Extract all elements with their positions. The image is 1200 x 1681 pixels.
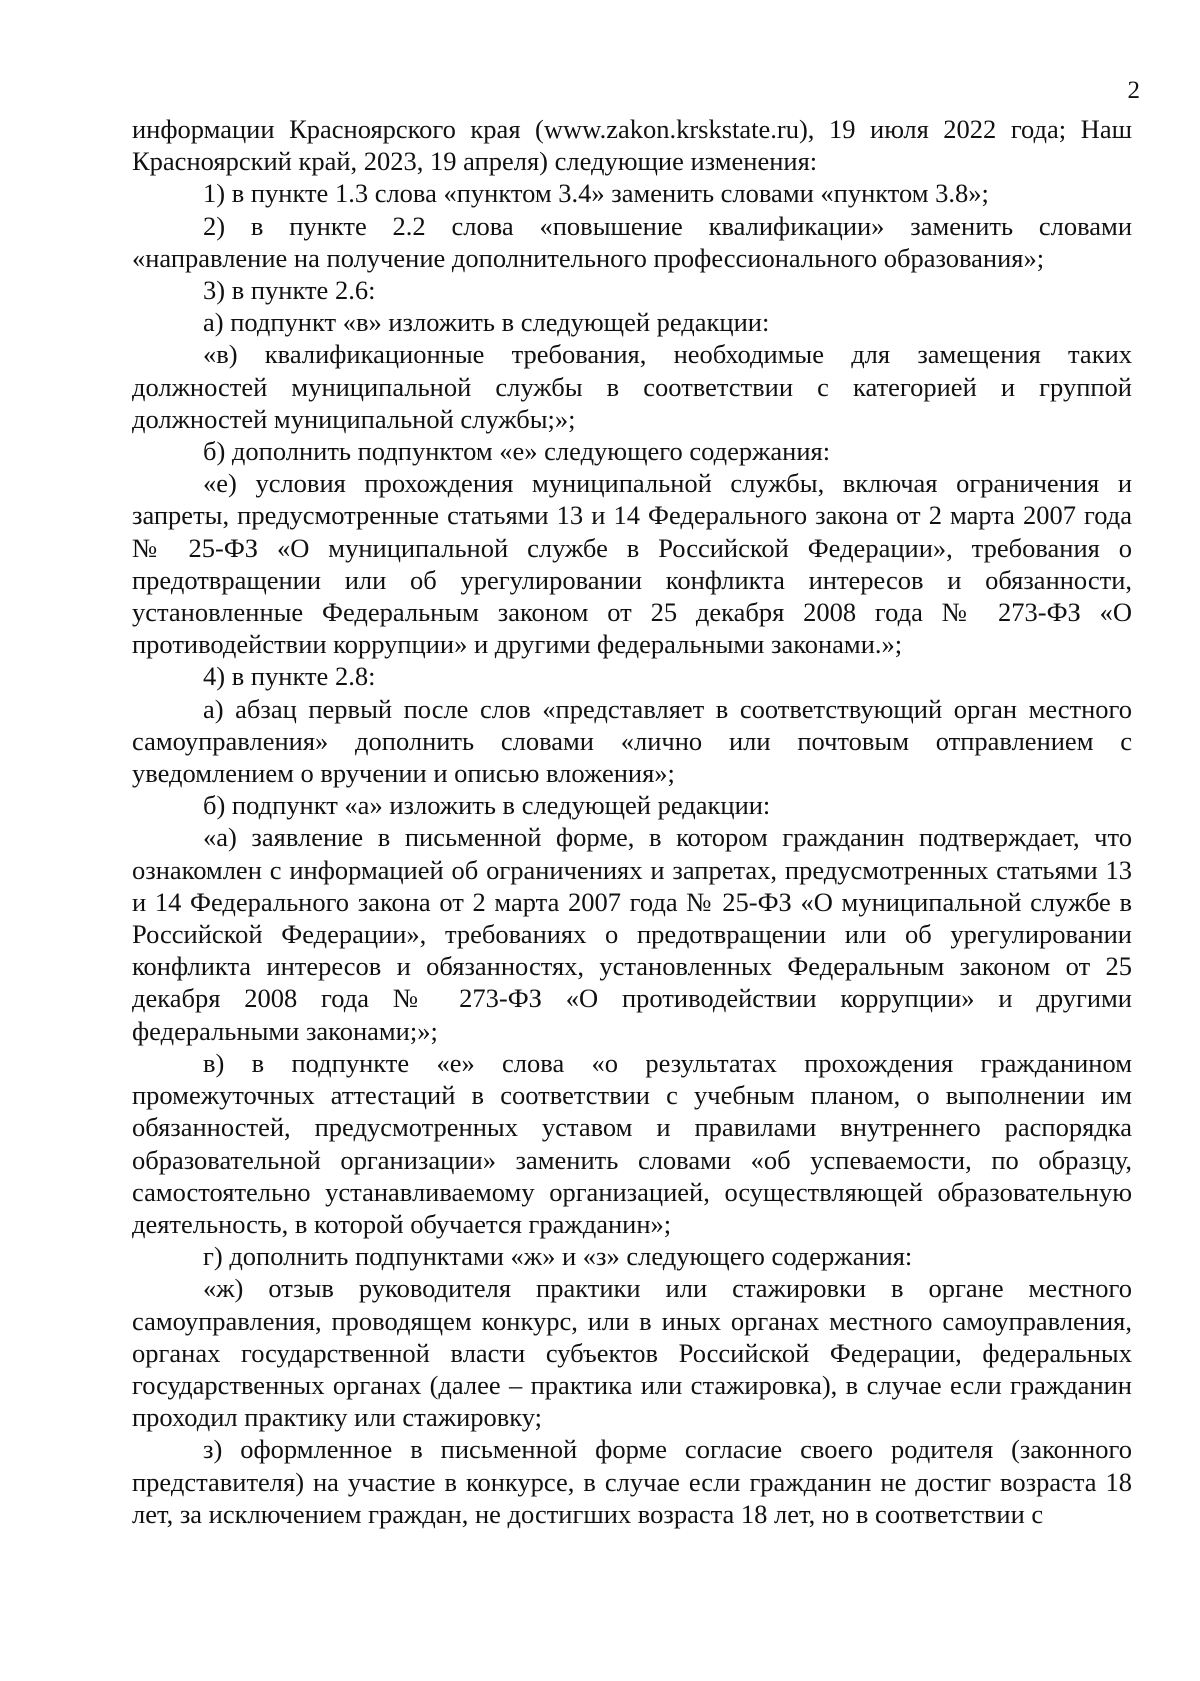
paragraph-item-4v: в) в подпункте «е» слова «о результатах прохождения гражданином промежуточных аттестаций в соответствии с учебным планом, о выполнении им обязанностей, предусмотренных уставом и правилами внутреннего распорядка образовательной организации» заменить словами «об успеваемости, по образцу, самостоятельно устанавливаемому организацией, осуществляющей образовательную деятельность, в которой обучается гражданин»; [132,1047,1132,1239]
paragraph-quote-zh: «ж) отзыв руководителя практики или стажировки в органе местного самоуправления, проводящем конкурс, или в иных органах местного самоуправления, органах государственной власти субъектов Российской Федерации, федеральных государственных органах (далее – практика или стажировка), в случае если гражданин проходил практику или стажировку; [132,1273,1132,1433]
paragraph-quote-e: «е) условия прохождения муниципальной службы, включая ограничения и запреты, предусмотренные статьями 13 и 14 Федерального закона от 2 марта 2007 года № 25-ФЗ «О муниципальной службе в Российской Федерации», требования о предотвращении или об урегулировании конфликта интересов и обязанности, установленные Федеральным законом от 25 декабря 2008 года № 273-ФЗ «О противодействии коррупции» и другими федеральными законами.»; [132,468,1132,660]
paragraph-continuation: информации Красноярского края (www.zakon.krskstate.ru), 19 июля 2022 года; Наш Красноярский край, 2023, 19 апреля) следующие изменения: [132,114,1132,177]
paragraph-item-4a: а) абзац первый после слов «представляет в соответствующий орган местного самоуправления» дополнить словами «лично или почтовым отправлением с уведомлением о вручении и описью вложения»; [132,693,1132,789]
paragraph-item-4g: г) дополнить подпунктами «ж» и «з» следующего содержания: [203,1241,913,1272]
paragraph-quote-a: «а) заявление в письменной форме, в котором гражданин подтверждает, что ознакомлен с информацией об ограничениях и запретах, предусмотренных статьями 13 и 14 Федерального закона от 2 марта 2007 года № 25-ФЗ «О муниципальной службе в Российской Федерации», требованиях о предотвращении или об урегулировании конфликта интересов и обязанностях, установленных Федеральным законом от 25 декабря 2008 года № 273-ФЗ «О противодействии коррупции» и другими федеральными законами;»; [132,822,1132,1046]
paragraph-item-4: 4) в пункте 2.8: [203,661,376,692]
paragraph-item-3: 3) в пункте 2.6: [203,275,376,306]
paragraph-quote-z: з) оформленное в письменной форме согласие своего родителя (законного представителя) на участие в конкурсе, в случае если гражданин не достиг возраста 18 лет, за исключением граждан, не достигших возраста 18 лет, но в соответствии с [132,1434,1132,1529]
page-number: 2 [1127,77,1140,104]
paragraph-item-3b: б) дополнить подпунктом «е» следующего содержания: [203,436,831,467]
paragraph-item-3a: а) подпункт «в» изложить в следующей редакции: [203,307,770,338]
paragraph-item-4b: б) подпункт «а» изложить в следующей редакции: [203,790,771,821]
paragraph-item-1: 1) в пункте 1.3 слова «пунктом 3.4» заменить словами «пунктом 3.8»; [203,178,989,209]
paragraph-quote-v: «в) квалификационные требования, необходимые для замещения таких должностей муниципальной службы в соответствии с категорией и группой должностей муниципальной службы;»; [132,339,1132,434]
document-body [132,113,1132,1530]
paragraph-item-2: 2) в пункте 2.2 слова «повышение квалификации» заменить словами «направление на получение дополнительного профессионального образования»; [132,210,1132,273]
